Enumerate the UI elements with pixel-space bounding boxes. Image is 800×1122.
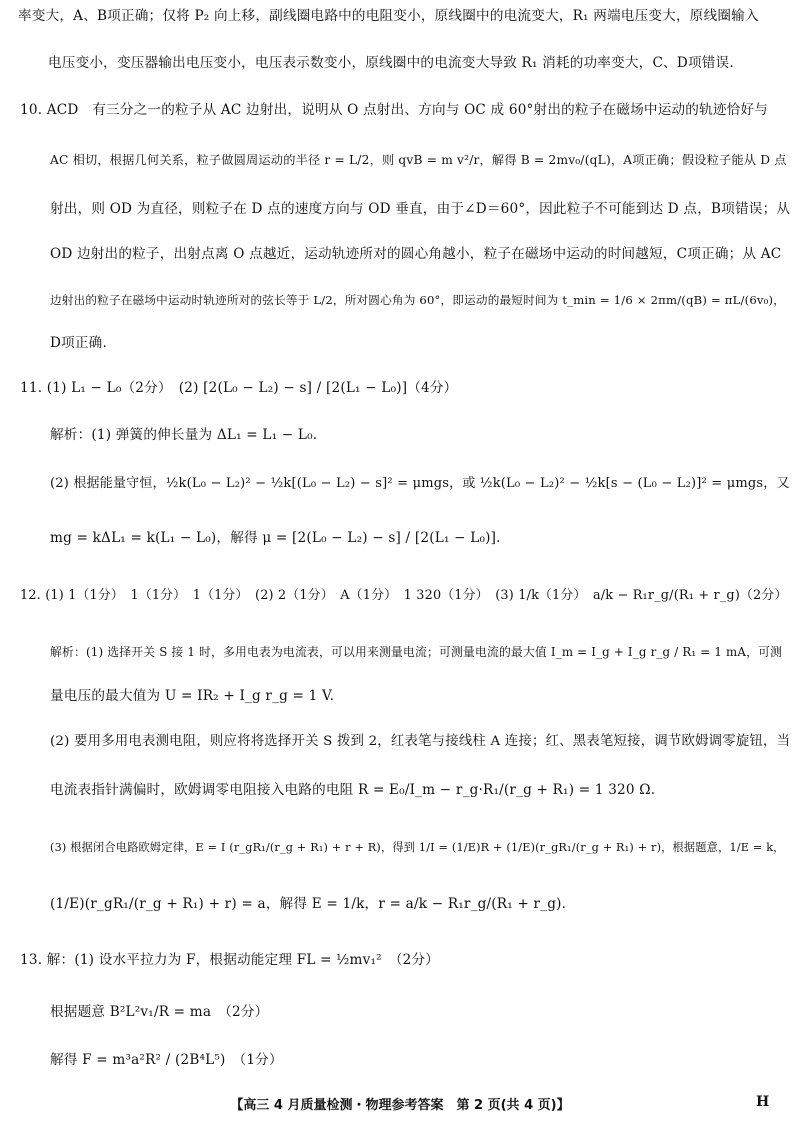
text-line: 10. ACD 有三分之一的粒子从 AC 边射出，说明从 O 点射出、方向与 OC 成 60°射出的粒子在磁场中运动的轨迹恰好与 xyxy=(20,102,769,118)
text-line: mg = kΔL₁ = k(L₁ − L₀)，解得 μ = [2(L₀ − L₂) − s] / [2(L₁ − L₀)]. xyxy=(50,530,501,546)
text-line: 射出，则 OD 为直径，则粒子在 D 点的速度方向与 OD 垂直，由于∠D＝60°，因此粒子不可能到达 D 点，B项错误；从 xyxy=(50,201,791,217)
text-line: 解析：(1) 弹簧的伸长量为 ΔL₁ = L₁ − L₀. xyxy=(50,427,318,443)
text-line: 电压变小，变压器输出电压变小，电压表示数变小，原线圈中的电流变大导致 R₁ 消耗的功率变大，C、D项错误. xyxy=(48,55,734,71)
text-line: 11. (1) L₁ − L₀（2分） (2) [2(L₀ − L₂) − s] / [2(L₁ − L₀)]（4分） xyxy=(20,380,458,396)
text-line: D项正确. xyxy=(50,335,108,351)
version-code: H xyxy=(756,1094,770,1110)
text-line: OD 边射出的粒子，出射点离 O 点越近，运动轨迹所对的圆心角越小，粒子在磁场中运动的时间越短，C项正确；从 AC xyxy=(50,246,782,262)
text-line: 电流表指针满偏时，欧姆调零电阻接入电路的电阻 R = E₀/I_m − r_g·R₁/(r_g + R₁) = 1 320 Ω. xyxy=(50,782,656,798)
text-line: 解析：(1) 选择开关 S 接 1 时，多用电表为电流表，可以用来测量电流；可测量电流的最大值 I_m = I_g + I_g r_g / R₁ = 1 mA，可测 xyxy=(50,645,783,659)
text-line: (3) 根据闭合电路欧姆定律，E = I (r_gR₁/(r_g + R₁) + r + R)，得到 1/I = (1/E)R + (1/E)(r_gR₁/(r_g + R₁) + r)，根据题意，1/E = k， xyxy=(50,841,785,854)
text-line: (2) 根据能量守恒，½k(L₀ − L₂)² − ½k[(L₀ − L₂) − s]² = μmgs，或 ½k(L₀ − L₂)² − ½k[s − (L₀ − L₂)]² = μmgs，又 xyxy=(50,476,790,491)
text-line: (2) 要用多用电表测电阻，则应将将选择开关 S 拨到 2，红表笔与接线柱 A 连接；红、黑表笔短接，调节欧姆调零旋钮，当 xyxy=(50,734,791,749)
page-footer: 【高三 4 月质量检测・物理参考答案 第 2 页(共 4 页)】 xyxy=(230,1098,570,1113)
text-line: 解得 F = m³a²R² / (2B⁴L⁵) （1分） xyxy=(50,1052,283,1068)
text-line: 根据题意 B²L²v₁/R = ma （2分） xyxy=(50,1004,269,1020)
text-line: 率变大，A、B项正确；仅将 P₂ 向上移，副线圈电路中的电阻变小，原线圈中的电流变大，R₁ 两端电压变大，原线圈输入 xyxy=(18,8,759,24)
text-line: 量电压的最大值为 U = IR₂ + I_g r_g = 1 V. xyxy=(50,688,335,704)
text-line: 边射出的粒子在磁场中运动时轨迹所对的弦长等于 L/2，所对圆心角为 60°，即运动的最短时间为 t_min = 1/6 × 2πm/(qB) = πL/(6v₀)， xyxy=(50,293,786,307)
text-line: AC 相切，根据几何关系，粒子做圆周运动的半径 r = L/2，则 qvB = m v²/r，解得 B = 2mv₀/(qL)，A项正确；假设粒子能从 D 点 xyxy=(50,153,787,167)
text-line: 13. 解：(1) 设水平拉力为 F，根据动能定理 FL = ½mv₁² （2分） xyxy=(20,952,440,968)
text-line: (1/E)(r_gR₁/(r_g + R₁) + r) = a，解得 E = 1/k，r = a/k − R₁r_g/(R₁ + r_g). xyxy=(50,896,567,912)
text-line: 12. (1) 1（1分） 1（1分） 1（1分） (2) 2（1分） A（1分） 1 320（1分） (3) 1/k（1分） a/k − R₁r_g/(R₁ + r_g)（2分） xyxy=(20,588,788,603)
